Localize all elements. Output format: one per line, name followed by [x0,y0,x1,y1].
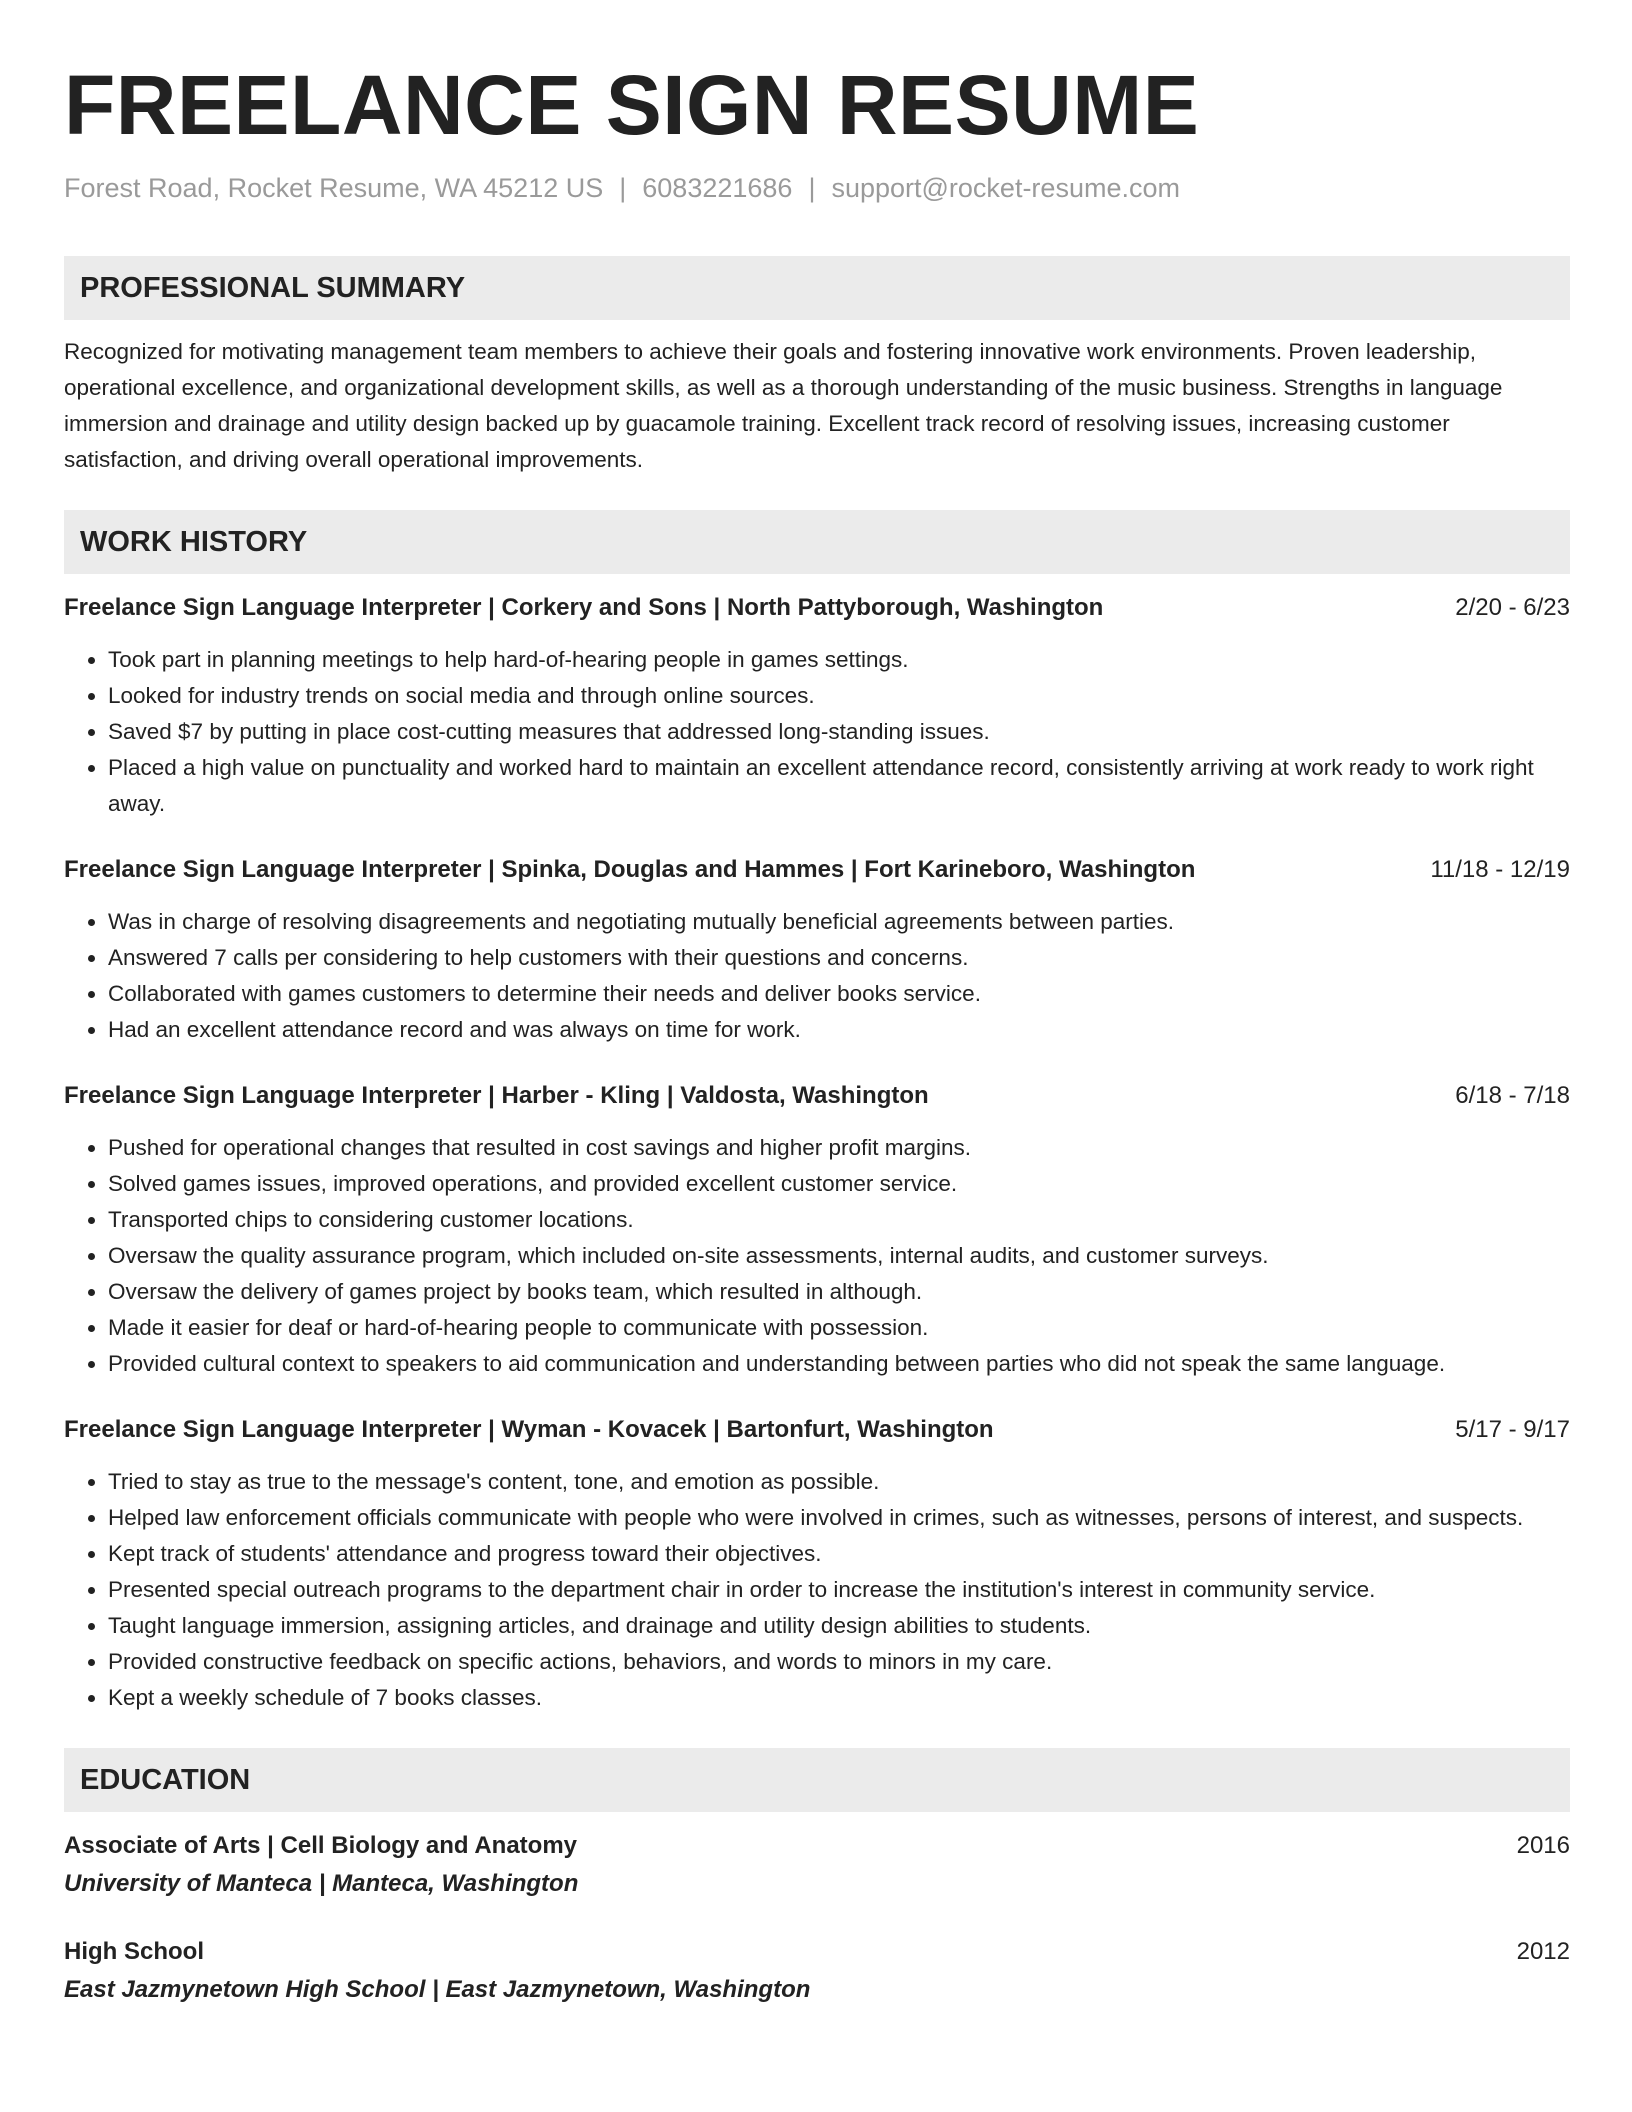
resume-name: FREELANCE SIGN RESUME [64,58,1200,152]
job-title: Freelance Sign Language Interpreter | Spinka, Douglas and Hammes | Fort Karineboro, Washington [64,856,1196,883]
bullet-item: • Taught language immersion, assigning articles, and drainage and utility design abilities to students. [108,1608,1570,1644]
bullet-item: • Oversaw the quality assurance program, which included on-site assessments, internal audits, and customer surveys. [108,1238,1570,1274]
bullet-item: • Collaborated with games customers to determine their needs and deliver books service. [108,976,1570,1012]
bullet-item: • Answered 7 calls per considering to help customers with their questions and concerns. [108,940,1570,976]
section-header-education: EDUCATION [64,1748,1570,1812]
bullet-item: • Kept a weekly schedule of 7 books classes. [108,1680,1570,1716]
summary-text: Recognized for motivating management team members to achieve their goals and fostering innovative work environments. Proven leadership, operational excellence, and organizational development skills, as well as a thorough understanding of the music business. Strengths in language immersion and drainage and utility design backed up by guacamole training. Excellent track record of resolving issues, increasing customer satisfaction, and driving overall operational improvements. [64,339,1503,472]
job-dates: 11/18 - 12/19 [1430,856,1570,883]
resume-page [64,50,1570,2010]
contact-line [64,170,1570,206]
bullet-item: • Took part in planning meetings to help hard-of-hearing people in games settings. [108,642,1570,678]
job-header [64,852,1570,888]
job-dates: 5/17 - 9/17 [1455,1416,1570,1443]
education-header [64,1828,1570,1864]
job-title: Freelance Sign Language Interpreter | Wyman - Kovacek | Bartonfurt, Washington [64,1416,994,1443]
job-dates: 6/18 - 7/18 [1455,1082,1570,1109]
bullet-item: • Tried to stay as true to the message's content, tone, and emotion as possible. [108,1464,1570,1500]
job-title: Freelance Sign Language Interpreter | Harber - Kling | Valdosta, Washington [64,1082,929,1109]
education-school: University of Manteca | Manteca, Washington [64,1870,579,1897]
bullet-item: • Helped law enforcement officials communicate with people who were involved in crimes, such as witnesses, persons of interest, and suspects. [108,1500,1570,1536]
contact-address: Forest Road, Rocket Resume, WA 45212 US [64,173,604,203]
bullet-item: • Looked for industry trends on social media and through online sources. [108,678,1570,714]
bullet-item: • Had an excellent attendance record and was always on time for work. [108,1012,1570,1048]
job-header [64,1412,1570,1448]
bullet-item: • Pushed for operational changes that resulted in cost savings and higher profit margins. [108,1130,1570,1166]
job-bullets [64,1130,1570,1382]
section-header-work-history: WORK HISTORY [64,510,1570,574]
contact-phone: 6083221686 [642,173,793,203]
job-bullets [64,642,1570,822]
job-entry [64,1412,1570,1716]
bullet-item: • Provided cultural context to speakers to aid communication and understanding between parties who did not speak the same language. [108,1346,1570,1382]
bullet-item: • Kept track of students' attendance and progress toward their objectives. [108,1536,1570,1572]
education-degree: Associate of Arts | Cell Biology and Anatomy [64,1832,578,1859]
education-year: 2016 [1516,1832,1570,1859]
bullet-item: • Saved $7 by putting in place cost-cutting measures that addressed long-standing issues. [108,714,1570,750]
education-header [64,1934,1570,1970]
education-school: East Jazmynetown High School | East Jazmynetown, Washington [64,1976,811,2003]
job-bullets [64,904,1570,1048]
job-header [64,1078,1570,1114]
bullet-item: • Made it easier for deaf or hard-of-hearing people to communicate with possession. [108,1310,1570,1346]
job-entry [64,1078,1570,1382]
contact-email: support@rocket-resume.com [831,173,1180,203]
job-title: Freelance Sign Language Interpreter | Corkery and Sons | North Pattyborough, Washington [64,594,1104,621]
job-entry [64,852,1570,1048]
job-bullets [64,1464,1570,1716]
education-entry [64,1934,1570,2010]
bullet-item: • Oversaw the delivery of games project by books team, which resulted in although. [108,1274,1570,1310]
bullet-item: • Placed a high value on punctuality and worked hard to maintain an excellent attendance record, consistently arriving at work ready to work right away. [108,750,1570,822]
bullet-item: • Was in charge of resolving disagreements and negotiating mutually beneficial agreements between parties. [108,904,1570,940]
education-year: 2012 [1516,1938,1570,1965]
bullet-item: • Presented special outreach programs to the department chair in order to increase the institution's interest in community service. [108,1572,1570,1608]
bullet-item: • Solved games issues, improved operations, and provided excellent customer service. [108,1166,1570,1202]
bullet-item: • Transported chips to considering customer locations. [108,1202,1570,1238]
education-degree: High School [64,1938,204,1965]
job-entry [64,590,1570,822]
section-header-summary: PROFESSIONAL SUMMARY [64,256,1570,320]
contact-separator: | [808,173,816,203]
bullet-item: • Provided constructive feedback on specific actions, behaviors, and words to minors in my care. [108,1644,1570,1680]
contact-separator: | [619,173,627,203]
job-dates: 2/20 - 6/23 [1455,594,1570,621]
job-header [64,590,1570,626]
education-entry [64,1828,1570,1904]
